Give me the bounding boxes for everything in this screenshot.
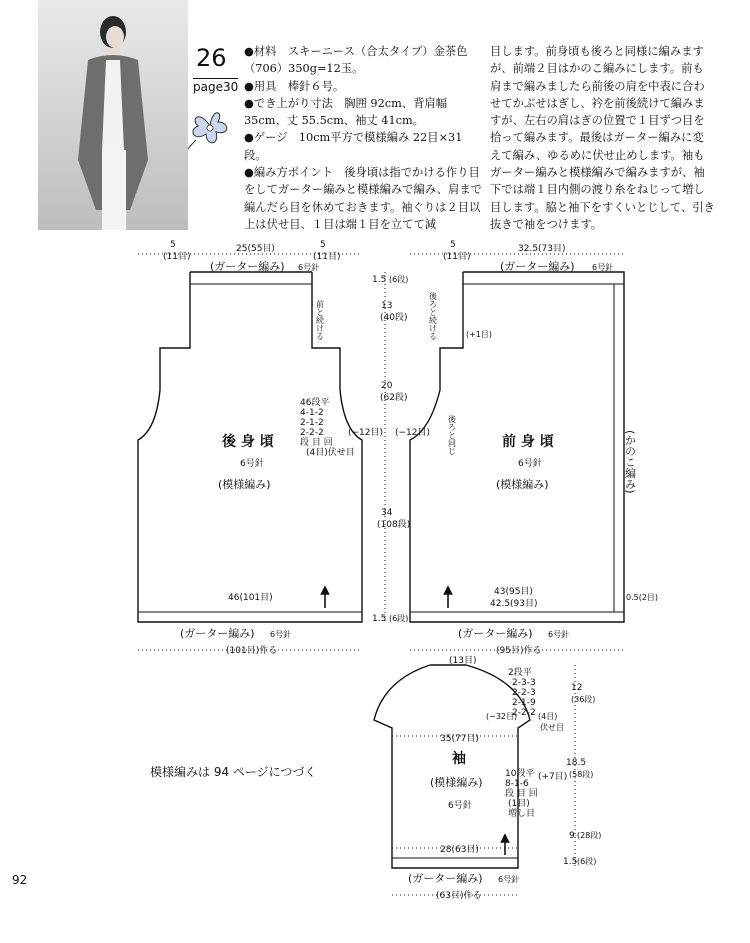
back-cast-on: (101目)作る [226,646,278,656]
instruction-finished-size: ●でき上がり寸法 胸囲 92cm、背肩幅 35cm、丈 55.5cm、袖丈 41cm。 [244,96,448,128]
page-reference: page30 [193,80,239,94]
front-top-left-stitches: (11目) [443,252,471,262]
sleeve-cap-dec-2: 2-3-3 [512,678,536,688]
front-needle-bottom: 6号針 [548,630,570,639]
back-armhole-dec-4: 2-2-2 [300,428,324,438]
sleeve-height-4-rows: (6段) [577,857,597,866]
front-width-2: 42.5(93目) [490,599,538,609]
front-width-1: 43(95目) [494,587,533,597]
sleeve-width-upper: 35(77目) [440,734,479,744]
height-5-rows: (6段) [389,614,409,623]
sleeve-cap-dec-1: 2段平 [508,668,532,678]
sleeve-name: 袖 [452,751,466,767]
sleeve-needle: 6号針 [448,801,472,811]
page-number: 92 [12,873,28,887]
front-edge-width: 0.5(2目) [626,593,659,602]
back-needle-bottom: 6号針 [270,630,292,639]
back-dec-total: (−12目) [348,428,384,438]
front-needle: 6号針 [518,459,542,469]
back-garter-bottom: (ガーター編み) [180,627,255,640]
sleeve-inc-label: 増し目 [508,809,536,819]
back-armhole-dec-3: 2-1-2 [300,418,324,428]
sleeve-height-3: 9 [569,831,575,841]
front-garter-top: (ガーター編み) [500,260,575,273]
back-bind-off: (4目)伏せ目 [306,448,355,458]
sleeve-height-4: 1.5 [563,857,578,867]
sleeve-inc-rule-2: 8-1-6 [505,779,529,789]
sleeve-inc-rule-1: 10段平 [505,769,535,779]
front-top-left-width: 5 [450,240,456,250]
front-continue-back: 後ろと続ける [428,292,438,340]
height-3-rows: (62段) [380,393,408,403]
back-continue-front: 前と続ける [315,300,325,340]
sleeve-top-stitches: (13目) [449,656,477,666]
back-armhole-dec-1: 46段平 [300,398,330,408]
back-armhole-dec-5: 段 目 回 [300,438,333,448]
back-garter-top: (ガーター編み) [210,260,285,273]
front-stitch: (模様編み) [496,478,549,491]
back-needle: 6号針 [240,459,264,469]
sleeve-height-2: 18.5 [566,758,587,768]
sleeve-cap-total: (−32目) [486,712,518,721]
height-4: 34 [381,508,393,518]
sleeve-height-1: 12 [571,683,583,693]
sleeve-height-3-rows: (28段) [577,831,602,840]
back-needle-top: 6号針 [298,263,320,272]
front-same-as-back: 後ろと同じ [447,415,457,455]
instruction-gauge: ●ゲージ 10cm平方で模様編み 22目×31段。 [244,131,463,162]
front-garter-bottom: (ガーター編み) [458,627,533,640]
front-cast-on: (95目)作る [496,646,542,656]
sleeve-cap-dec-3: 2-2-3 [512,688,536,698]
front-plus-one: (+1目) [466,330,493,339]
height-5: 1.5 [372,614,387,624]
sleeve-height-1-rows: (36段) [571,695,596,704]
height-4-rows: (108段) [377,520,411,530]
continued-note: 模様編みは 94 ページにつづく [150,765,317,779]
height-3: 20 [381,381,393,391]
sleeve-inc-one: (1目) [508,799,530,809]
sleeve-cap-dec-5: 2-2-2 [512,708,536,718]
instruction-tools: ●用具 棒針６号。 [244,79,345,93]
sleeve-bind-off: 伏せ目 [540,723,564,732]
sleeve-cast-on: (63目)作る [436,891,482,901]
sleeve-stitch: (模様編み) [430,776,483,789]
sleeve-garter-bottom: (ガーター編み) [408,872,483,885]
instruction-materials: ●材料 スキーニース（合太タイプ）金茶色（706）350g=12玉。 [244,45,468,76]
back-body-name: 後 身 頃 [222,434,274,450]
sleeve-inc-rule-3: 段 目 回 [505,789,538,799]
sleeve-needle-bottom: 6号針 [498,875,520,884]
front-needle-top: 6号針 [592,263,614,272]
back-width-bottom: 46(101目) [228,593,273,603]
back-top-left-width: 5 [170,240,176,250]
back-top-mid-width: 25(55目) [236,244,275,254]
back-top-right-width: 5 [320,240,326,250]
height-2: 13 [381,301,393,311]
height-2-rows: (40段) [380,313,408,323]
sleeve-width-bottom: 28(63目) [440,845,479,855]
front-body-name: 前 身 頃 [502,434,554,450]
back-top-right-stitches: (11目) [313,252,341,262]
front-top-mid-width: 32.5(73目) [518,244,566,254]
pattern-number: 26 [196,44,227,72]
sleeve-height-2-rows: (58段) [569,770,594,779]
back-top-left-stitches: (11目) [163,252,191,262]
height-1-rows: (6段) [389,275,409,284]
sleeve-inc-total: (+7目) [538,772,568,782]
instruction-points: ●編み方ポイント 後身頃は指でかける作り目をしてガーター編みと模様編みで編み、肩まで編んだら目を休めておきます。袖ぐりは２目以上は伏せ目、１目は端１目を立てて減 [244,166,482,231]
back-stitch: (模様編み) [218,478,271,491]
instruction-points-continued: 目します。前身頃も後ろと同様に編みますが、前端２目はかのこ編みにします。前も肩まで編みましたら前後の肩を中表に合わせてかぶせはぎし、衿を前後続けて編みますが、左右の肩はぎの位置で１目ずつ目を拾って編みます。最後はガーター編みに変えて編み、ゆるめに伏せ止めします。袖もガーター編みと模様編みで編みますが、袖下では端１目内側の渡り糸をねじって増し目します。脇と袖下をすくいとじして、引き抜きで袖をつけます。 [490,45,715,231]
height-1: 1.5 [372,275,387,285]
sleeve-cap-dec-4: 2-1-9 [512,698,536,708]
back-armhole-dec-2: 4-1-2 [300,408,324,418]
front-dec-total: (−12目) [395,428,431,438]
front-side-stitch: (かのこ編み) [623,430,637,494]
sleeve-bind-off-stitches: (4目) [538,712,558,721]
